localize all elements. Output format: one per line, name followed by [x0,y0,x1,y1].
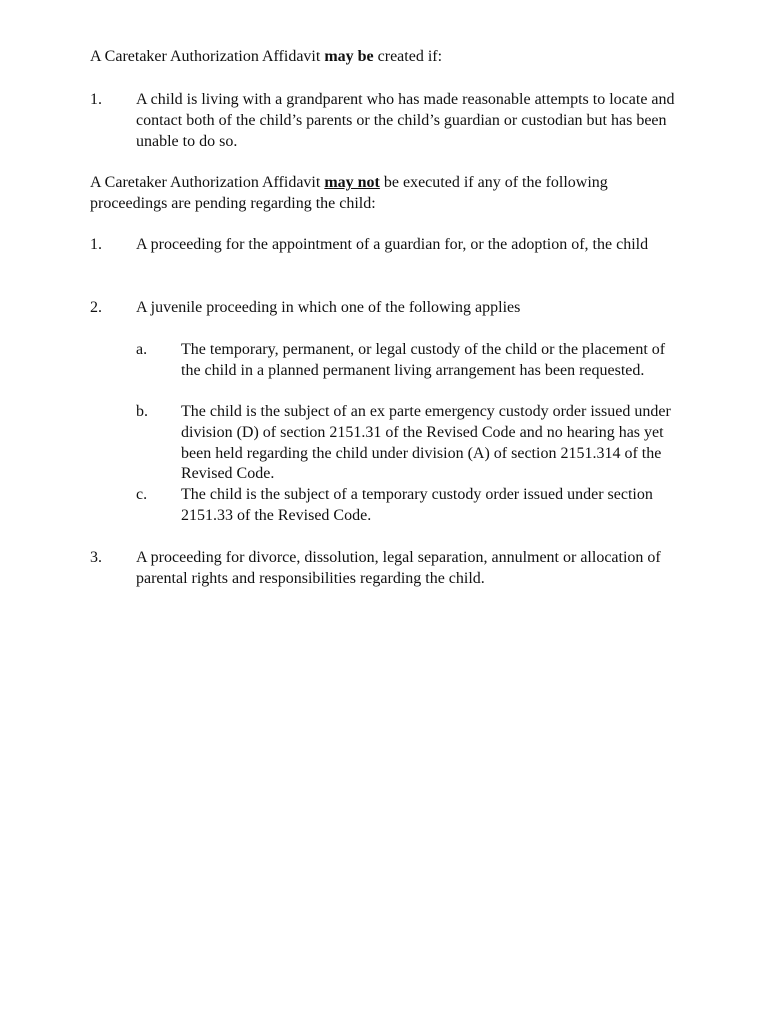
may-not-item-1-text: A proceeding for the appointment of a guardian for, or the adoption of, the child [136,236,649,253]
intro-emphasis: may be [324,48,374,65]
may-not-item-3-number: 3. [90,549,102,566]
may-not-item-2-number: 2. [90,299,102,316]
may-not-item-2-text: A juvenile proceeding in which one of the following applies [136,299,521,316]
sub-item-a-text: The temporary, permanent, or legal custody of the child or the placement of the child in a planned permanent living arrangement has been requested. [181,341,666,379]
restriction-prefix: A Caretaker Authorization Affidavit [90,174,325,191]
may-not-item-1-number: 1. [90,236,102,253]
sub-item-b-text: The child is the subject of an ex parte emergency custody order issued under division (D) of section 2151.31 of the Revised Code and no hearing has yet been held regarding the child under division (A) of section 2151.314 of the Revised Code. [181,403,671,483]
sub-item-a-letter: a. [136,341,148,358]
intro-suffix: created if: [373,48,443,65]
sub-item-c-letter: c. [136,486,148,503]
may-not-item-3-text: A proceeding for divorce, dissolution, legal separation, annulment or allocation of parental rights and responsibilities regarding the child. [136,549,661,587]
may-be-item-1-text: A child is living with a grandparent who has made reasonable attempts to locate and contact both of the child’s parents or the child’s guardian or custodian but has been unable to do so. [136,91,675,150]
intro-prefix: A Caretaker Authorization Affidavit [90,48,325,65]
restriction-suffix: be executed if any of the following proceedings are pending regarding the child: [90,174,608,212]
sub-item-c-text: The child is the subject of a temporary custody order issued under section 2151.33 of the Revised Code. [181,486,653,524]
sub-item-b-letter: b. [136,403,148,420]
restriction-emphasis: may not [324,174,380,191]
may-be-item-1-number: 1. [90,91,102,108]
intro-paragraph [90,47,680,68]
restriction-paragraph [90,173,680,215]
